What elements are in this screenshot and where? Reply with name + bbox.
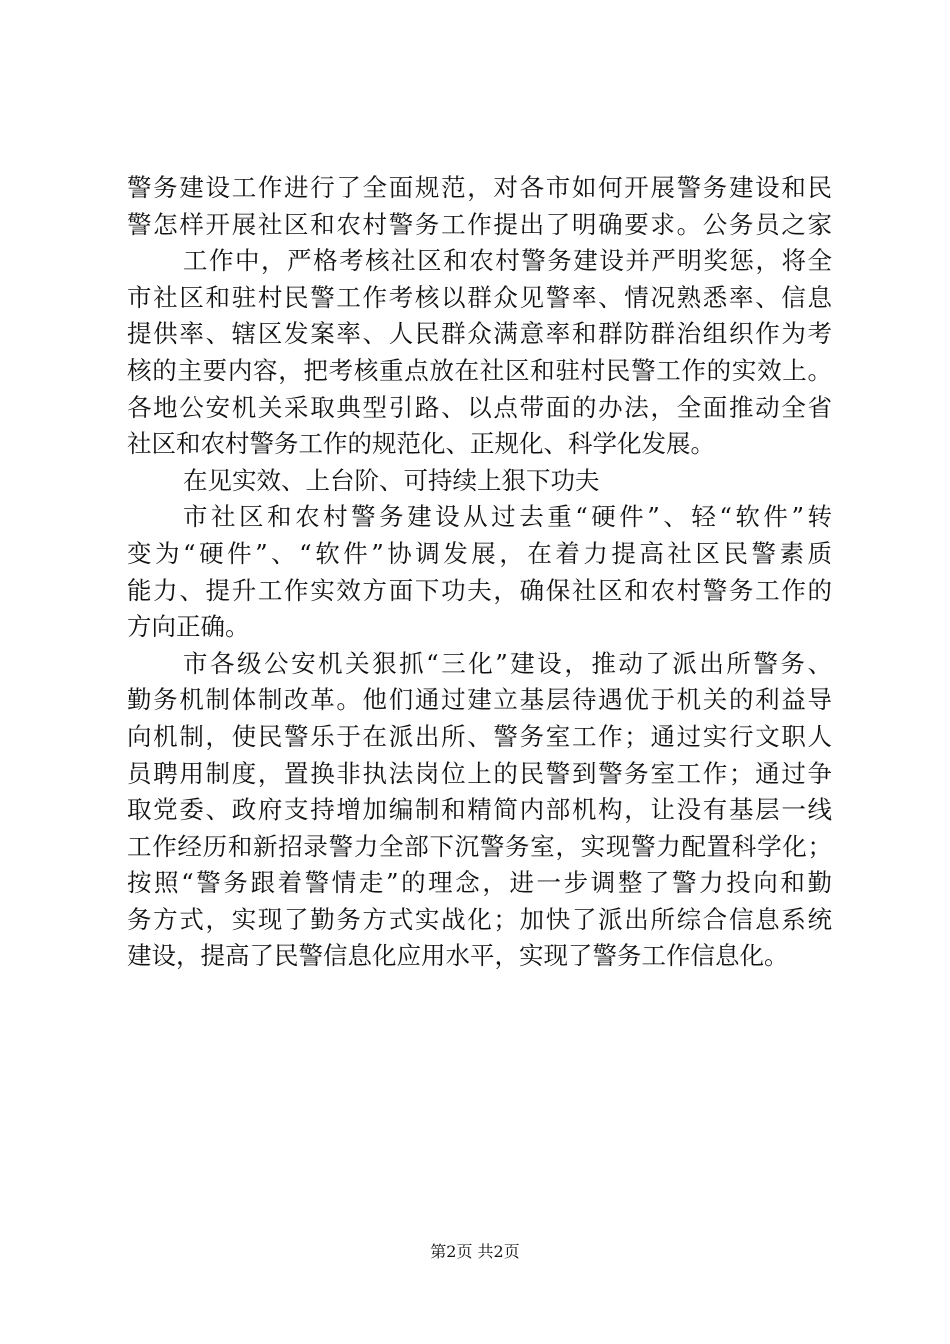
text-line: 建设，提高了民警信息化应用水平，实现了警务工作信息化。: [127, 941, 789, 971]
text-line: 取党委、政府支持增加编制和精简内部机构，让没有基层一线: [127, 795, 832, 825]
text-line: 警怎样开展社区和农村警务工作提出了明确要求。公务员之家: [127, 209, 832, 239]
text-line: 员聘用制度，置换非执法岗位上的民警到警务室工作；通过争: [127, 758, 832, 788]
text-line: 方向正确。: [127, 612, 250, 642]
text-line: 各地公安机关采取典型引路、以点带面的办法，全面推动全省: [127, 392, 832, 422]
text-line: 提供率、辖区发案率、人民群众满意率和群防群治组织作为考: [127, 319, 832, 349]
text-line: 市各级公安机关狠抓“三化”建设，推动了派出所警务、: [183, 648, 832, 678]
text-line: 核的主要内容，把考核重点放在社区和驻村民警工作的实效上。: [127, 355, 832, 385]
text-line: 社区和农村警务工作的规范化、正规化、科学化发展。: [127, 429, 715, 459]
text-line: 警务建设工作进行了全面规范，对各市如何开展警务建设和民: [127, 173, 832, 202]
text-line: 市社区和农村警务建设从过去重“硬件”、轻“软件”转: [183, 502, 832, 532]
page-footer: [0, 1241, 950, 1263]
document-body: [127, 170, 832, 975]
text-line: 在见实效、上台阶、可持续上狠下功夫: [183, 465, 600, 495]
text-line: 工作经历和新招录警力全部下沉警务室，实现警力配置科学化；: [127, 831, 832, 861]
text-line: 工作中，严格考核社区和农村警务建设并严明奖惩，将全: [183, 246, 832, 276]
text-line: 向机制，使民警乐于在派出所、警务室工作；通过实行文职人: [127, 721, 832, 751]
text-line: 按照“警务跟着警情走”的理念，进一步调整了警力投向和勤: [127, 868, 832, 898]
page-number-label: 第2页 共2页: [430, 1242, 520, 1261]
text-line: 勤务机制体制改革。他们通过建立基层待遇优于机关的利益导: [127, 685, 832, 715]
text-line: 务方式，实现了勤务方式实战化；加快了派出所综合信息系统: [127, 904, 832, 934]
text-line: 市社区和驻村民警工作考核以群众见警率、情况熟悉率、信息: [127, 282, 832, 312]
text-line: 能力、提升工作实效方面下功夫，确保社区和农村警务工作的: [127, 575, 832, 605]
text-line: 变为“硬件”、“软件”协调发展，在着力提高社区民警素质: [127, 538, 832, 568]
